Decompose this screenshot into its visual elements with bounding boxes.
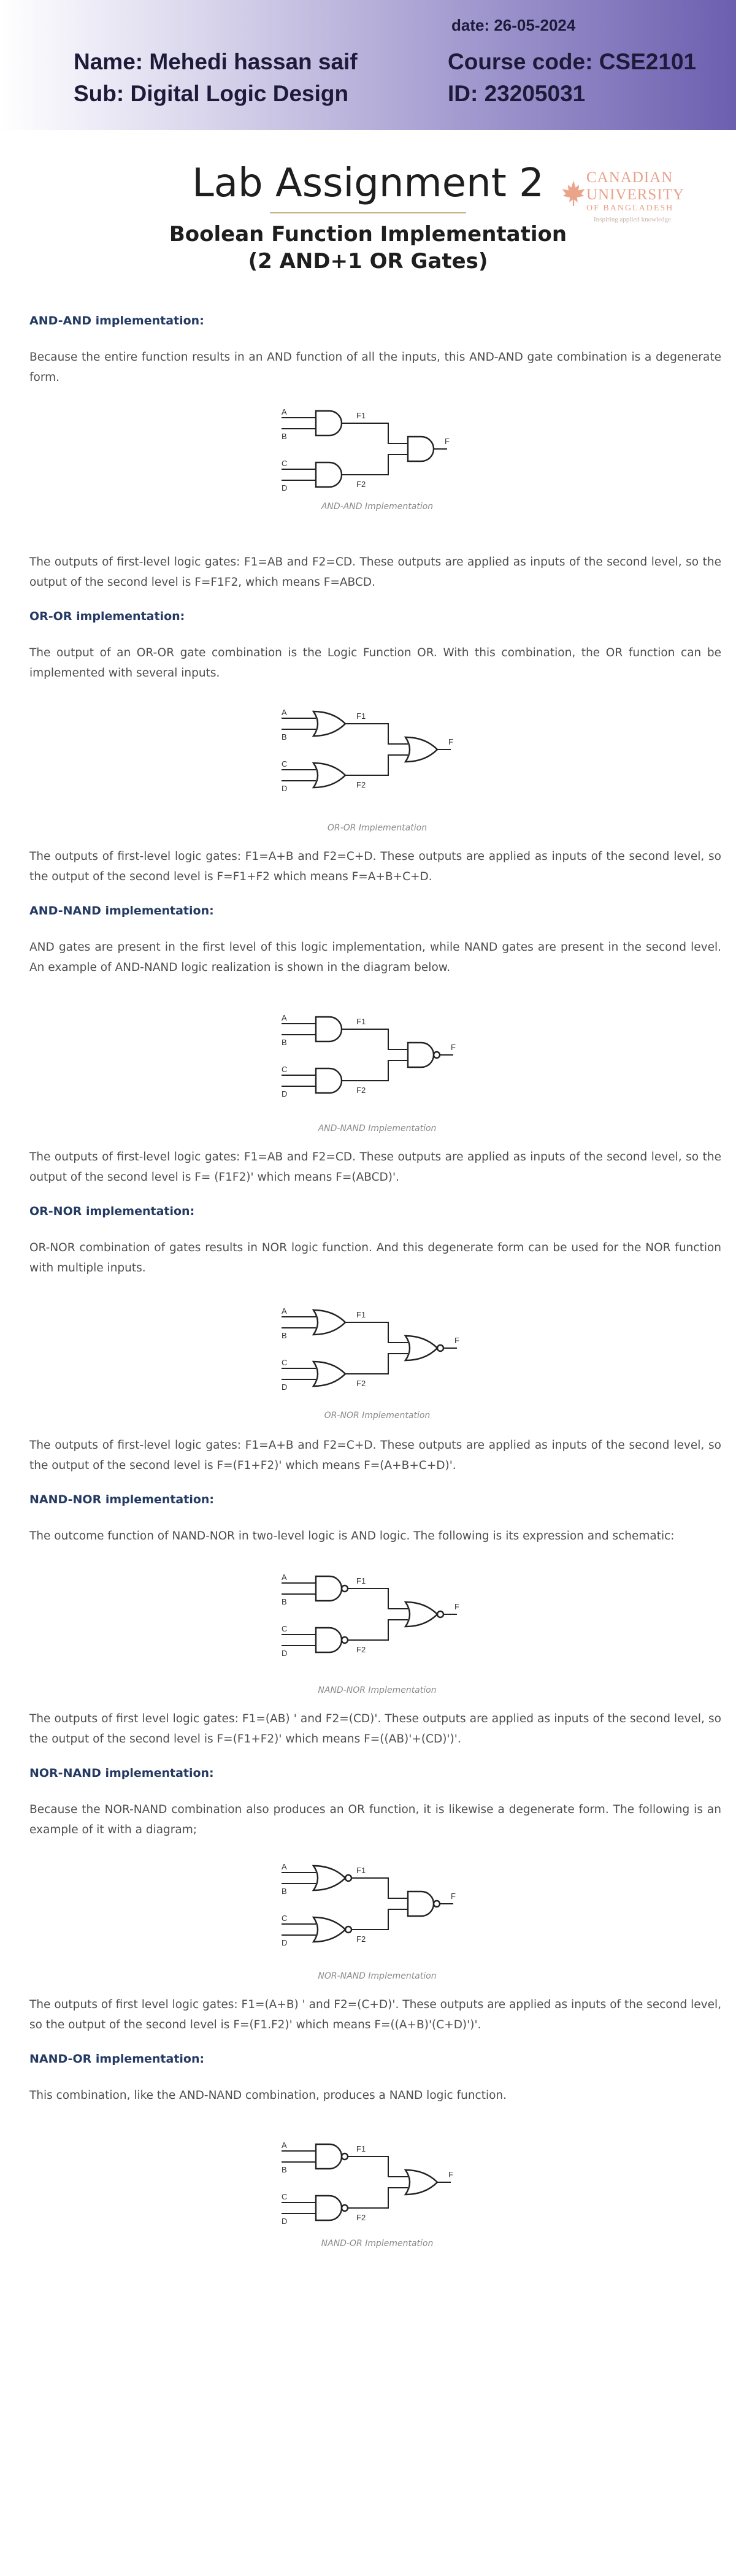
wire-f1 <box>345 1322 408 1343</box>
subtitle-line-2: (2 AND+1 OR Gates) <box>248 249 488 274</box>
section-intro: This combination, like the AND-NAND combination, produces a NAND logic function. <box>29 2089 507 2102</box>
section-outro: The outputs of first-level logic gates: F1=A+B and F2=C+D. These outputs are applied as inputs of the second level, so the output of the second level is F=(F1+F2)' which means F=(A+B+C+D)'. <box>29 1439 721 1472</box>
logic-diagram <box>279 1565 463 1669</box>
logic-diagram <box>279 700 463 805</box>
gate-level2 <box>408 1892 440 1916</box>
label-f2: F2 <box>356 1086 366 1095</box>
section-heading: NAND-OR implementation: <box>29 2052 205 2066</box>
label-f1: F1 <box>356 1866 366 1875</box>
date-text: date: 26-05-2024 <box>451 16 576 34</box>
input-label-c: C <box>282 1358 288 1367</box>
logic-diagram <box>279 400 463 498</box>
label-f2: F2 <box>356 1379 366 1388</box>
input-label-a: A <box>282 1862 287 1871</box>
gate-level1-top <box>316 1017 342 1041</box>
input-label-a: A <box>282 1013 287 1022</box>
section-heading: AND-AND implementation: <box>29 314 204 328</box>
subject-text: Sub: Digital Logic Design <box>74 81 349 106</box>
label-f1: F1 <box>356 711 366 721</box>
input-label-b: B <box>282 1038 287 1047</box>
logic-diagram <box>279 1855 463 1959</box>
section-intro: AND gates are present in the first level of this logic implementation, while NAND gates are present in the second level. An example of AND-NAND logic realization is shown in the diagram below. <box>29 941 721 974</box>
section-outro: The outputs of first-level logic gates: F1=A+B and F2=C+D. These outputs are applied as inputs of the second level, so the output of the second level is F=F1+F2 which means F=A+B+C+D. <box>29 850 721 883</box>
diagram-caption: AND-NAND Implementation <box>318 1124 437 1133</box>
wire-f1 <box>342 423 408 443</box>
wire-f2 <box>342 1060 408 1081</box>
maple-leaf-icon <box>559 179 588 207</box>
wire-f1 <box>348 1589 408 1609</box>
section-heading: NOR-NAND implementation: <box>29 1766 214 1780</box>
input-label-b: B <box>282 2165 287 2174</box>
logo-tagline: Inspiring applied knowledge <box>594 216 671 223</box>
gate-level1-top <box>313 711 345 736</box>
section-intro: OR-NOR combination of gates results in NOR logic function. And this degenerate form can be used for the NOR function with multiple inputs. <box>29 1241 721 1275</box>
header-band <box>0 0 736 130</box>
logo-line-3: OF BANGLADESH <box>586 204 674 213</box>
circuit-svg <box>279 1299 463 1403</box>
gate-level1-top <box>316 1576 348 1601</box>
input-label-c: C <box>282 1065 288 1074</box>
logic-diagram <box>279 1299 463 1403</box>
label-f: F <box>454 1602 459 1611</box>
circuit-svg <box>279 2133 463 2237</box>
diagram-caption: OR-NOR Implementation <box>324 1411 431 1420</box>
logic-diagram <box>279 2133 463 2237</box>
student-name: Name: Mehedi hassan saif <box>74 49 358 74</box>
diagram-caption: AND-AND Implementation <box>321 502 434 512</box>
circuit-svg <box>279 700 463 805</box>
wire-f1 <box>342 1029 408 1049</box>
label-f: F <box>451 1043 456 1052</box>
wire-f1 <box>345 724 408 744</box>
gate-level1-top <box>313 1866 351 1890</box>
input-label-b: B <box>282 1887 287 1896</box>
student-id: ID: 23205031 <box>448 81 586 106</box>
gate-level2 <box>405 2170 437 2195</box>
label-f1: F1 <box>356 2144 366 2153</box>
gate-level1-bottom <box>316 1628 348 1652</box>
label-f2: F2 <box>356 480 366 489</box>
label-f1: F1 <box>356 1576 366 1585</box>
gate-level1-top <box>313 1310 345 1335</box>
section-heading: AND-NAND implementation: <box>29 904 214 918</box>
wire-f2 <box>345 755 408 775</box>
input-label-b: B <box>282 1597 287 1606</box>
title-divider <box>270 212 466 213</box>
gate-level2 <box>408 1043 440 1067</box>
gate-level1-top <box>316 2144 348 2169</box>
label-f1: F1 <box>356 1017 366 1026</box>
input-label-d: D <box>282 483 288 493</box>
input-label-d: D <box>282 2217 288 2226</box>
label-f2: F2 <box>356 2213 366 2222</box>
section-intro: Because the entire function results in an AND function of all the inputs, this AND-AND gate combination is a degenerate form. <box>29 351 721 384</box>
wire-f2 <box>351 1909 408 1930</box>
input-label-a: A <box>282 1573 287 1582</box>
logo-line-1: CANADIAN <box>586 169 673 186</box>
input-label-d: D <box>282 1938 288 1947</box>
input-label-b: B <box>282 732 287 742</box>
label-f: F <box>451 1892 456 1901</box>
page-title: Lab Assignment 2 <box>192 161 544 206</box>
input-label-d: D <box>282 784 288 793</box>
gate-level1-bottom <box>316 1068 342 1093</box>
section-intro: The outcome function of NAND-NOR in two-level logic is AND logic. The following is its expression and schematic: <box>29 1530 675 1543</box>
university-logo <box>559 166 688 227</box>
input-label-a: A <box>282 1306 287 1316</box>
course-code: Course code: CSE2101 <box>448 49 697 74</box>
label-f: F <box>454 1336 459 1345</box>
page-subtitle <box>0 221 736 275</box>
section-outro: The outputs of first-level logic gates: F1=AB and F2=CD. These outputs are applied as inputs of the second level, so the output of the second level is F=F1F2, which means F=ABCD. <box>29 556 721 589</box>
section-heading: OR-NOR implementation: <box>29 1205 195 1218</box>
input-label-c: C <box>282 759 288 769</box>
label-f2: F2 <box>356 780 366 789</box>
input-label-c: C <box>282 1624 288 1633</box>
label-f2: F2 <box>356 1645 366 1654</box>
section-heading: OR-OR implementation: <box>29 610 185 623</box>
input-label-a: A <box>282 407 287 416</box>
gate-level2 <box>405 1602 443 1627</box>
wire-f1 <box>351 1878 408 1898</box>
circuit-svg <box>279 1006 463 1110</box>
gate-level1-bottom <box>313 763 345 788</box>
input-label-c: C <box>282 1914 288 1923</box>
section-intro: The output of an OR-OR gate combination is the Logic Function OR. With this combination, the OR function can be implemented with several inputs. <box>29 646 721 680</box>
input-label-d: D <box>282 1382 288 1392</box>
section-heading: NAND-NOR implementation: <box>29 1493 215 1506</box>
section-outro: The outputs of first level logic gates: F1=(A+B) ' and F2=(C+D)'. These outputs are applied as inputs of the second level, so the output of the second level is F=(F1.F2)' which means F=((A+B)'(C+D)')'. <box>29 1998 721 2031</box>
gate-level1-bottom <box>313 1362 345 1386</box>
gate-level2 <box>405 737 437 762</box>
wire-f2 <box>345 1354 408 1374</box>
wire-f2 <box>348 2188 408 2208</box>
subtitle-line-1: Boolean Function Implementation <box>169 222 567 247</box>
diagram-caption: OR-OR Implementation <box>327 823 427 833</box>
input-label-d: D <box>282 1649 288 1658</box>
label-f: F <box>445 437 450 446</box>
circuit-svg <box>279 400 463 498</box>
diagram-caption: NAND-NOR Implementation <box>318 1685 437 1695</box>
section-outro: The outputs of first-level logic gates: F1=AB and F2=CD. These outputs are applied as inputs of the second level, so the output of the second level is F= (F1F2)' which means F=(ABCD)'. <box>29 1151 721 1184</box>
section-outro: The outputs of first level logic gates: F1=(AB) ' and F2=(CD)'. These outputs are applied as inputs of the second level, so the output of the second level is F=(F1+F2)' which means F=((AB)'+(CD)')'. <box>29 1712 721 1746</box>
wire-f2 <box>342 454 408 475</box>
gate-level1-bottom <box>313 1917 351 1942</box>
label-f1: F1 <box>356 411 366 420</box>
label-f2: F2 <box>356 1934 366 1944</box>
gate-level1-bottom <box>316 462 342 487</box>
input-label-c: C <box>282 2192 288 2201</box>
diagram-caption: NOR-NAND Implementation <box>318 1971 437 1981</box>
section-intro: Because the NOR-NAND combination also produces an OR function, it is likewise a degenerate form. The following is an example of it with a diagram; <box>29 1803 721 1836</box>
gate-level1-bottom <box>316 2196 348 2220</box>
label-f: F <box>448 737 453 746</box>
wire-f2 <box>348 1620 408 1640</box>
diagram-caption: NAND-OR Implementation <box>321 2239 434 2248</box>
input-label-a: A <box>282 2141 287 2150</box>
logo-line-2: UNIVERSITY <box>586 186 684 203</box>
input-label-b: B <box>282 432 287 441</box>
wire-f1 <box>348 2156 408 2177</box>
logic-diagram <box>279 1006 463 1110</box>
input-label-a: A <box>282 708 287 717</box>
input-label-b: B <box>282 1331 287 1340</box>
gate-level2 <box>408 437 434 461</box>
circuit-svg <box>279 1855 463 1959</box>
label-f1: F1 <box>356 1310 366 1319</box>
circuit-svg <box>279 1565 463 1669</box>
input-label-d: D <box>282 1089 288 1098</box>
label-f: F <box>448 2170 453 2179</box>
gate-level2 <box>405 1336 443 1360</box>
input-label-c: C <box>282 459 288 468</box>
gate-level1-top <box>316 411 342 435</box>
